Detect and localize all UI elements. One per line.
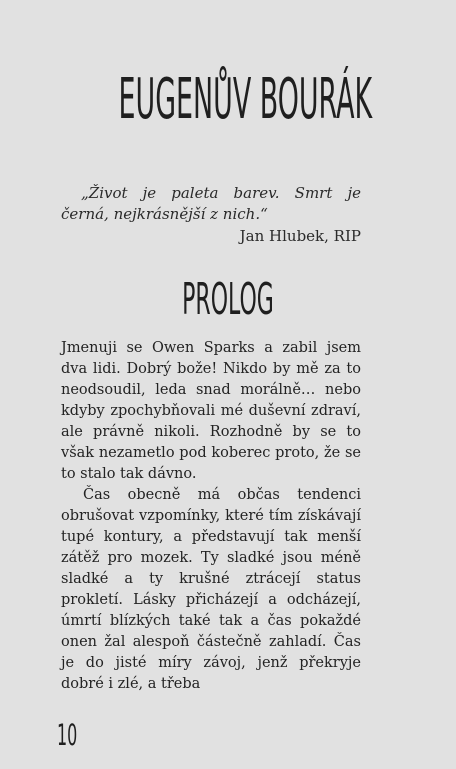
body-text	[61, 338, 361, 695]
chapter-title: EUGENŮV BOURÁK	[118, 67, 373, 132]
page-number: 10	[57, 718, 78, 752]
epigraph-quote: „Život je paleta barev. Smrt je černá, nejkrásnější z nich.“	[61, 184, 361, 223]
body-paragraph: Čas obecně má občas tendenci obrušovat vzpomínky, které tím získávají tupé kontury, a představují tak menší zátěž pro mozek. Ty sladké jsou méně sladké a ty krušné ztrácejí status prokletí. Lásky přicházejí a odcházejí, úmrtí blízkých také tak a čas pokaždé onen žal alespoň částečně zahladí. Čas je do jisté míry závoj, jenž překryje dobré i zlé, a třeba	[61, 487, 361, 692]
section-title: PROLOG	[182, 274, 274, 325]
epigraph	[61, 183, 361, 247]
epigraph-author: Jan Hlubek, RIP	[239, 227, 361, 245]
body-paragraph: Jmenuji se Owen Sparks a zabil jsem dva lidi. Dobrý bože! Nikdo by mě za to neodsoudil, leda snad morálně… nebo kdyby zpochybňovali mé duševní zdraví, ale právně nikoli. Rozhodně by se to však nezametlo pod koberec proto, že se to stalo tak dávno.	[61, 340, 361, 482]
